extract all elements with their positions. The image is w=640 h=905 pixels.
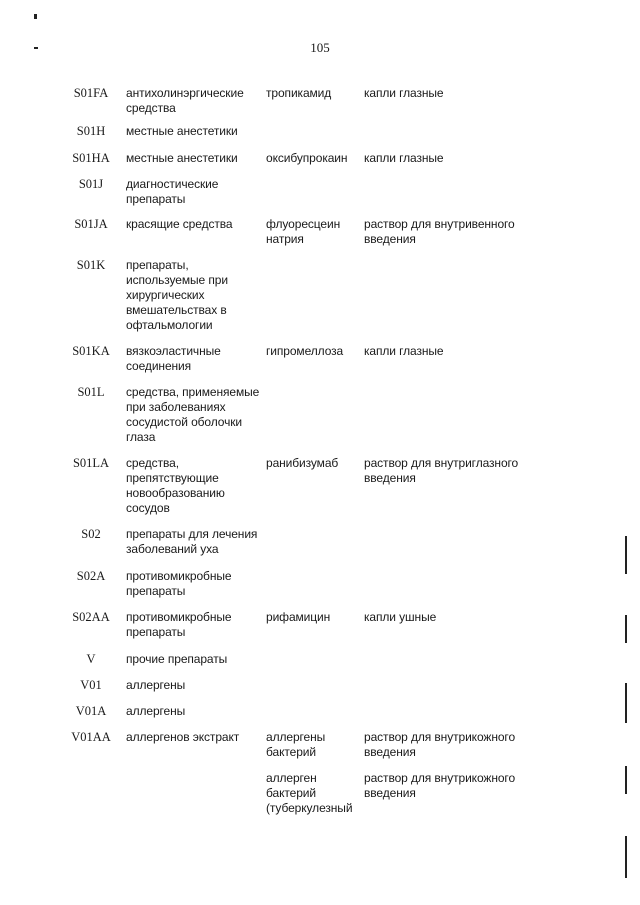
group-name: аллергены (126, 678, 186, 692)
drug-inn: гипромеллоза (266, 344, 344, 358)
dosage-form: раствор для внутрикожного введения (364, 730, 516, 759)
dosage-form: раствор для внутрикожного введения (364, 771, 516, 800)
atc-code: S02A (76, 569, 106, 583)
page-number: 105 (310, 40, 330, 55)
atc-code: S01J (78, 177, 104, 191)
dosage-form: капли глазные (364, 344, 444, 358)
group-name: противомикробные препараты (126, 569, 232, 598)
group-name: средства, препятствующие новообразованию сосудов (126, 456, 225, 515)
group-name: местные анестетики (126, 124, 238, 138)
scan-mark-dash (34, 47, 38, 49)
group-name: местные анестетики (126, 151, 238, 165)
atc-code: S02 (81, 527, 101, 541)
dosage-form: раствор для внутривенного введения (364, 217, 515, 246)
group-name: аллергенов экстракт (126, 730, 240, 744)
margin-line (625, 536, 627, 574)
atc-code: S01JA (74, 217, 108, 231)
atc-code: V01 (80, 678, 102, 692)
atc-code: S01HA (72, 151, 110, 165)
drug-inn: аллерген бактерий (туберкулезный (266, 771, 353, 815)
atc-code: S01FA (73, 86, 109, 100)
drug-inn: аллергены бактерий (266, 730, 326, 759)
margin-line (625, 836, 627, 878)
group-name: противомикробные препараты (126, 610, 232, 639)
margin-line (625, 615, 627, 643)
atc-code: V01AA (71, 730, 111, 744)
atc-code: V01A (75, 704, 107, 718)
drug-inn: оксибупрокаин (266, 151, 348, 165)
group-name: препараты, используемые при хирургических вмешательствах в офтальмологии (126, 258, 228, 332)
drug-inn: флуоресцеин натрия (266, 217, 341, 246)
atc-code: V (86, 652, 96, 666)
group-name: антихолинэргические средства (126, 86, 244, 115)
drug-inn: рифамицин (266, 610, 331, 624)
group-name: аллергены (126, 704, 186, 718)
dosage-form: раствор для внутриглазного введения (364, 456, 519, 485)
drug-inn: ранибизумаб (266, 456, 339, 470)
scan-mark-dot (34, 14, 37, 19)
group-name: красящие средства (126, 217, 233, 231)
atc-code: S01L (77, 385, 105, 399)
atc-code: S02AA (72, 610, 110, 624)
atc-code: S01K (76, 258, 106, 272)
atc-code: S01KA (72, 344, 110, 358)
group-name: средства, применяемые при заболеваниях сосудистой оболочки глаза (126, 385, 260, 444)
group-name: вязкоэластичные соединения (126, 344, 221, 373)
margin-line (625, 766, 627, 794)
atc-code: S01LA (72, 456, 110, 470)
drug-inn: тропикамид (266, 86, 332, 100)
dosage-form: капли ушные (364, 610, 437, 624)
group-name: препараты для лечения заболеваний уха (126, 527, 258, 556)
atc-code: S01H (76, 124, 106, 138)
dosage-form: капли глазные (364, 86, 444, 100)
group-name: прочие препараты (126, 652, 228, 666)
margin-line (625, 683, 627, 723)
group-name: диагностические препараты (126, 177, 219, 206)
dosage-form: капли глазные (364, 151, 444, 165)
